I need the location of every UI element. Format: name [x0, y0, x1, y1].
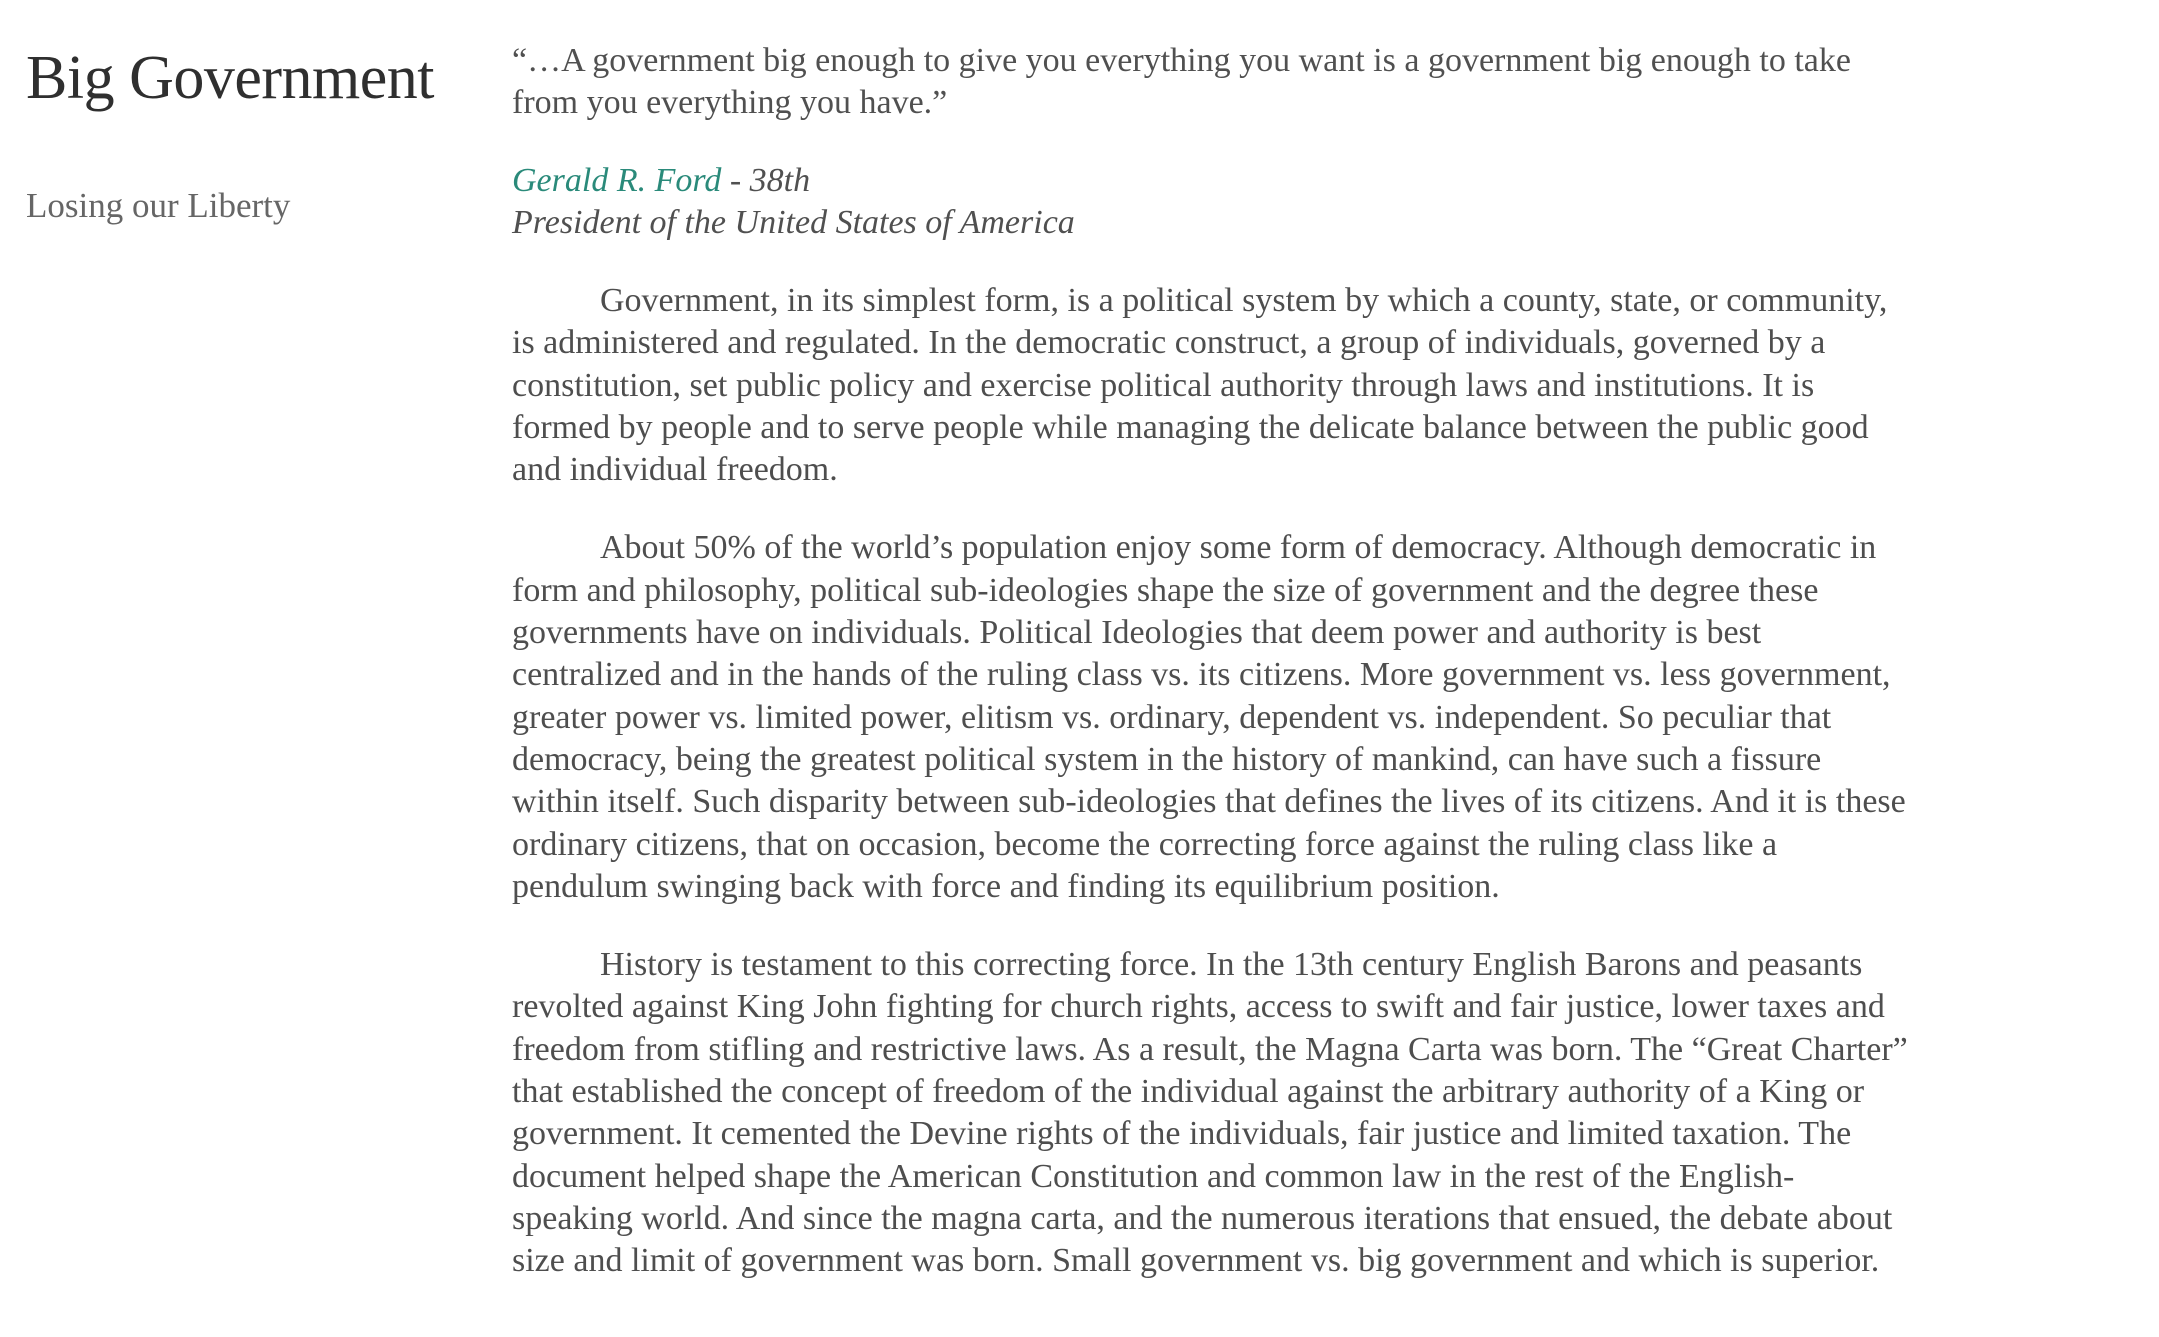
quote-attribution — [512, 160, 1912, 244]
quote-author-role: President of the United States of America — [512, 204, 1075, 241]
quote-author-suffix: - 38th — [721, 162, 811, 199]
page-subtitle: Losing our Liberty — [26, 186, 291, 225]
body-paragraph: Government, in its simplest form, is a political system by which a county, state, or community, is administered and regulated. In the democratic construct, a group of individuals, governed by a constitution, set public policy and exercise political authority through laws and institutions. It is formed by people and to serve people while managing the delicate balance between the public good and individual freedom. — [512, 282, 1888, 489]
sidebar — [26, 40, 486, 226]
page-title: Big Government — [26, 44, 434, 112]
body-paragraph: History is testament to this correcting force. In the 13th century English Barons and peasants revolted against King John fighting for church rights, access to swift and fair justice, lower taxes and freedom from stifling and restrictive laws. As a result, the Magna Carta was born. The “Great Charter” that established the concept of freedom of the individual against the arbitrary authority of a King or government. It cemented the Devine rights of the individuals, fair justice and limited taxation. The document helped shape the American Constitution and common law in the rest of the English-speaking world. And since the magna carta, and the numerous iterations that ensued, the debate about size and limit of government was born. Small government vs. big government and which is superior. — [512, 946, 1908, 1280]
article-body — [512, 40, 1912, 1283]
body-paragraph: About 50% of the world’s population enjoy some form of democracy. Although democratic in form and philosophy, political sub-ideologies shape the size of government and the degree these governments have on individuals. Political Ideologies that deem power and authority is best centralized and in the hands of the ruling class vs. its citizens. More government vs. less government, greater power vs. limited power, elitism vs. ordinary, dependent vs. independent. So peculiar that democracy, being the greatest political system in the history of mankind, can have such a fissure within itself. Such disparity between sub-ideologies that defines the lives of its citizens. And it is these ordinary citizens, that on occasion, become the correcting force against the ruling class like a pendulum swinging back with force and finding its equilibrium position. — [512, 529, 1906, 905]
quote-author-link[interactable]: Gerald R. Ford — [512, 162, 722, 199]
epigraph-quote: “…A government big enough to give you everything you want is a government big enough to take from you everything you have.” — [512, 42, 1851, 121]
